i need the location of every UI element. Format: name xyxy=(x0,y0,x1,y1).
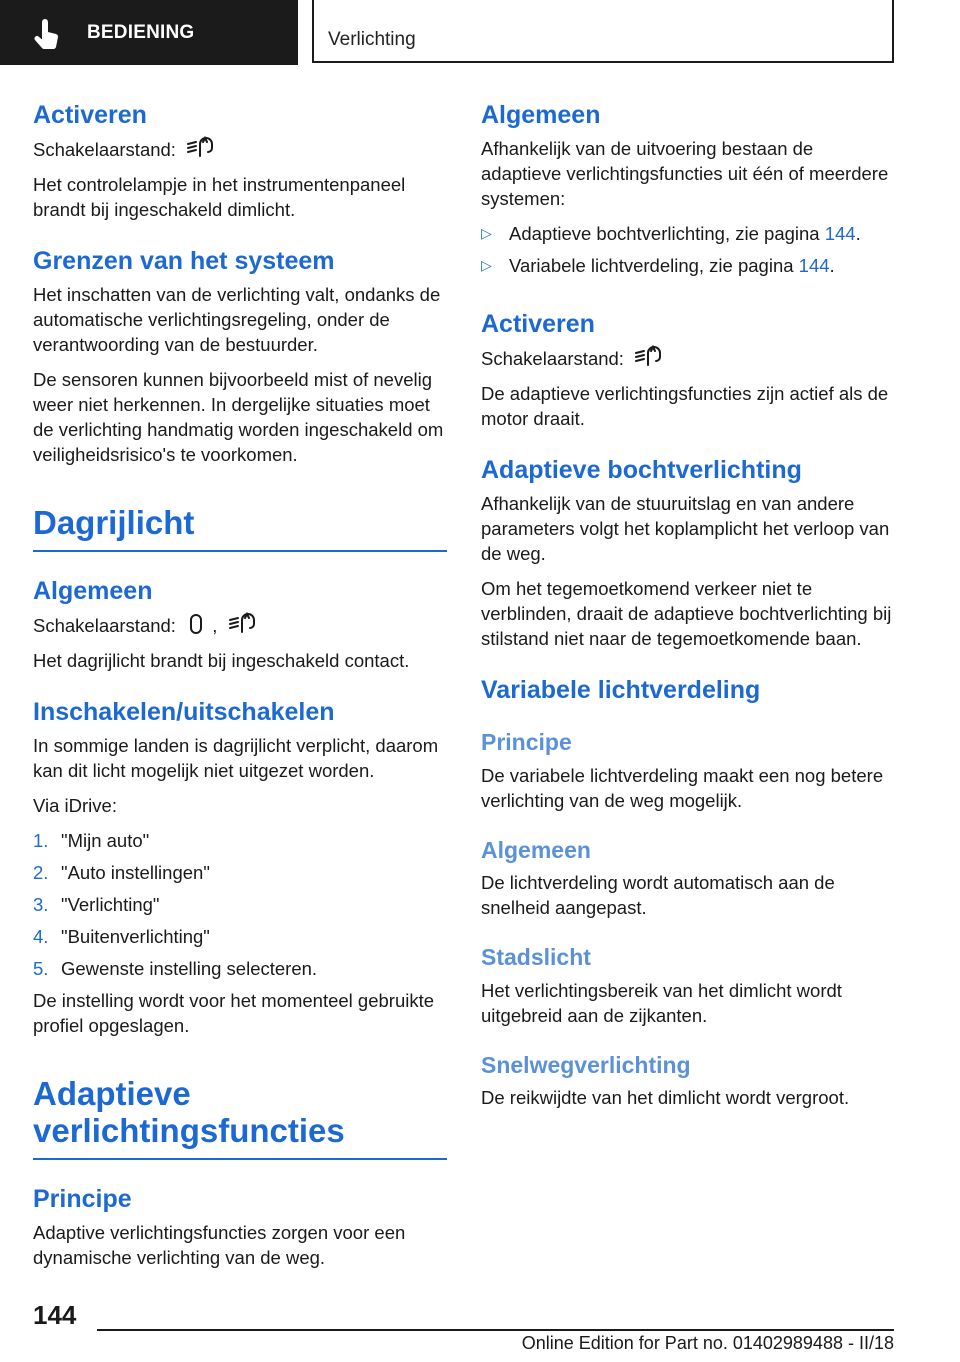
triangle-bullet-icon: ▷ xyxy=(481,225,492,241)
bocht-paragraph-1: Afhankelijk van de stuuruitslag en van andere parameters volgt het koplamplicht het verloop van de weg. xyxy=(481,493,890,564)
heading-dagrijlicht: Dagrijlicht xyxy=(33,505,447,552)
heading-bochtverlichting: Adaptieve bochtverlichting xyxy=(481,456,802,484)
via-idrive: Via iDrive: xyxy=(33,794,117,816)
page-link[interactable]: 144 xyxy=(798,255,830,276)
edition-note: Online Edition for Part no. 01402989488 - II/18 xyxy=(521,1333,894,1353)
inschakelen-text: In sommige landen is dagrijlicht verplicht, daarom kan dit licht mogelijk niet uitgezet worden. xyxy=(33,734,439,781)
instelling-text: De instelling wordt voor het momenteel gebruikte profiel opgeslagen. xyxy=(33,989,435,1036)
heading-algemeen-right: Algemeen xyxy=(481,101,601,129)
principe-text: Adaptive verlichtingsfuncties zorgen voor een dynamische verlichting van de weg. xyxy=(33,1221,406,1268)
activeren-text: Het controlelampje in het instrumentenpaneel brandt bij ingeschakeld dimlicht. xyxy=(33,174,406,220)
section-label: BEDIENING xyxy=(87,22,195,43)
parking-light-icon xyxy=(185,612,207,636)
section-tab xyxy=(0,0,298,65)
list-item: 4. "Buitenverlichting" xyxy=(33,925,210,947)
page-number: 144 xyxy=(33,1300,77,1330)
subheading-stadslicht: Stadslicht xyxy=(481,944,591,971)
subheading-principe: Principe xyxy=(481,729,572,755)
list-item: 5. Gewenste instelling selecteren. xyxy=(33,957,318,979)
algemeen-text: Het dagrijlicht brandt bij ingeschakeld contact. xyxy=(33,649,410,671)
heading-adaptieve-verlichtingsfuncties: Adaptieve verlichtingsfuncties xyxy=(33,1076,447,1160)
principe-right-text: De variabele lichtverdeling maakt een nog betere verlichting van de weg mogelijk. xyxy=(481,764,884,811)
heading-principe: Principe xyxy=(33,1184,132,1213)
systems-list xyxy=(481,221,895,278)
list-item: ▷ Adaptieve bochtverlichting, zie pagina 144. xyxy=(481,223,861,244)
switch-position-line: Schakelaarstand: xyxy=(33,136,447,162)
page-link[interactable]: 144 xyxy=(824,223,856,244)
list-item: 1. "Mijn auto" xyxy=(33,829,150,851)
subheading-snelwegverlichting: Snelwegverlichting xyxy=(481,1051,691,1078)
auto-headlight-icon xyxy=(185,136,219,160)
algemeen2-text: De lichtverdeling wordt automatisch aan de snelheid aangepast. xyxy=(481,872,835,919)
right-column xyxy=(481,100,895,1110)
subheading-algemeen: Algemeen xyxy=(481,836,591,863)
heading-inschakelen: Inschakelen/uitschakelen xyxy=(33,697,335,726)
auto-headlight-icon xyxy=(227,612,261,636)
heading-activeren-right: Activeren xyxy=(481,310,595,338)
auto-headlight-icon xyxy=(633,345,667,369)
list-item: ▷ Variabele lichtverdeling, zie pagina 144. xyxy=(481,255,835,276)
list-item: 3. "Verlichting" xyxy=(33,893,160,915)
list-item: 2. "Auto instellingen" xyxy=(33,861,210,883)
heading-activeren: Activeren xyxy=(33,101,147,129)
bocht-paragraph-2: Om het tegemoetkomend verkeer niet te verblinden, draait de adaptieve bochtverlichting bij stilstand niet naar de tegemoetkomende baan. xyxy=(481,578,892,649)
steps-list xyxy=(33,828,447,981)
heading-algemeen: Algemeen xyxy=(33,576,153,605)
activeren-right-text: De adaptieve verlichtingsfuncties zijn actief als de motor draait. xyxy=(481,383,889,429)
switch-position-line-right: Schakelaarstand: xyxy=(481,345,895,371)
switch-position-line-2: Schakelaarstand: , xyxy=(33,612,447,638)
grenzen-paragraph-1: Het inschatten van de verlichting valt, ondanks de automatische verlichtingsregeling, onder de verantwoording van de bestuurder. xyxy=(33,284,441,355)
footer-divider xyxy=(97,1329,894,1331)
heading-variabele-lichtverdeling: Variabele lichtverdeling xyxy=(481,676,761,704)
heading-grenzen: Grenzen van het systeem xyxy=(33,247,335,275)
triangle-bullet-icon: ▷ xyxy=(481,257,492,273)
stadslicht-text: Het verlichtingsbereik van het dimlicht wordt uitgebreid aan de zijkanten. xyxy=(481,979,842,1026)
chapter-label: Verlichting xyxy=(328,29,416,50)
snelweg-text: De reikwijdte van het dimlicht wordt vergroot. xyxy=(481,1087,850,1109)
chapter-tab xyxy=(312,0,894,63)
left-column xyxy=(33,100,447,1270)
algemeen-right-text: Afhankelijk van de uitvoering bestaan de adaptieve verlichtingsfuncties uit één of meerdere systemen: xyxy=(481,138,889,209)
touch-hand-icon xyxy=(30,18,64,52)
grenzen-paragraph-2: De sensoren kunnen bijvoorbeeld mist of nevelig weer niet herkennen. In dergelijke situaties moet de verlichting handmatig worden ingeschakeld om veiligheidsrisico's te voorkomen. xyxy=(33,369,444,465)
